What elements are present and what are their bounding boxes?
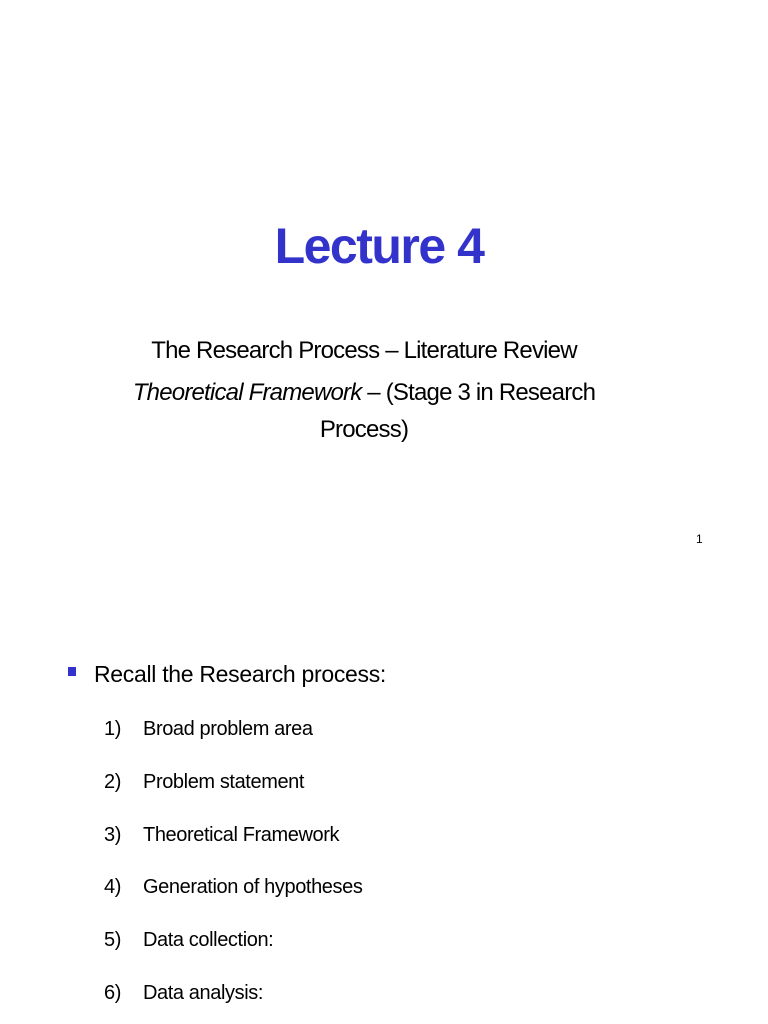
subtitle-line-3: Process) [319,416,409,443]
list-item-step-1 [104,716,313,742]
subtitle-italic-term: Theoretical Framework [132,379,362,406]
step-label: Data analysis: [143,982,264,1004]
subtitle-line-2-rest: – (Stage 3 in Research [361,379,596,406]
step-number: 4) [104,876,121,898]
list-item-step-5 [104,927,273,953]
step-label: Data collection: [143,929,274,951]
bullet-text: Recall the Research process: [94,661,387,687]
step-label: Broad problem area [143,718,313,740]
step-label: Generation of hypotheses [143,876,363,898]
step-label: Theoretical Framework [143,824,340,846]
list-item-step-2 [104,769,304,795]
list-item-step-6 [104,980,263,1006]
list-item-step-3 [104,822,339,848]
bullet-square-icon [68,667,76,676]
step-label: Problem statement [143,771,305,793]
subtitle-line-1: The Research Process – Literature Review [151,337,577,364]
step-number: 3) [104,824,121,846]
step-number: 5) [104,929,121,951]
step-number: 6) [104,982,121,1004]
step-number: 2) [104,771,121,793]
subtitle-line-2 [0,378,728,408]
slide-title: Lecture 4 [274,218,484,274]
page-number: 1 [696,532,703,546]
step-number: 1) [104,718,121,740]
list-item-step-4 [104,874,362,900]
